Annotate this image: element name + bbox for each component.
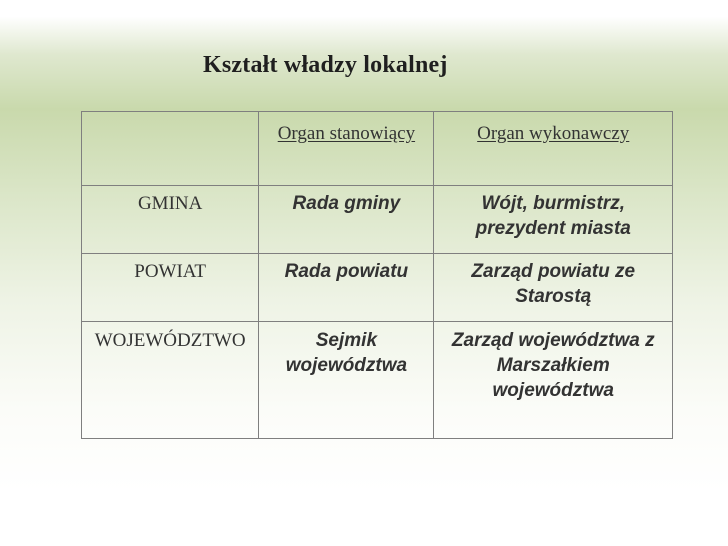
header-organ-wykonawczy: Organ wykonawczy: [434, 112, 673, 186]
table-row: [82, 254, 673, 322]
cell-exec-gmina: Wójt, burmistrz, prezydent miasta: [434, 186, 673, 254]
row-label-powiat: POWIAT: [82, 254, 259, 322]
table-row: [82, 322, 673, 439]
row-label-gmina: GMINA: [82, 186, 259, 254]
header-empty-cell: [82, 112, 259, 186]
cell-exec-powiat: Zarząd powiatu ze Starostą: [434, 254, 673, 322]
cell-organ-powiat: Rada powiatu: [259, 254, 434, 322]
cell-organ-gmina: Rada gminy: [259, 186, 434, 254]
cell-exec-wojewodztwo: Zarząd województwa z Marszałkiem województwa: [434, 322, 673, 439]
slide-title: Kształt władzy lokalnej: [203, 52, 448, 78]
header-organ-stanowiacy: Organ stanowiący: [259, 112, 434, 186]
local-government-table: [81, 111, 673, 439]
table-header-row: [82, 112, 673, 186]
cell-organ-wojewodztwo: Sejmik województwa: [259, 322, 434, 439]
row-label-wojewodztwo: WOJEWÓDZTWO: [82, 322, 259, 439]
table-row: [82, 186, 673, 254]
